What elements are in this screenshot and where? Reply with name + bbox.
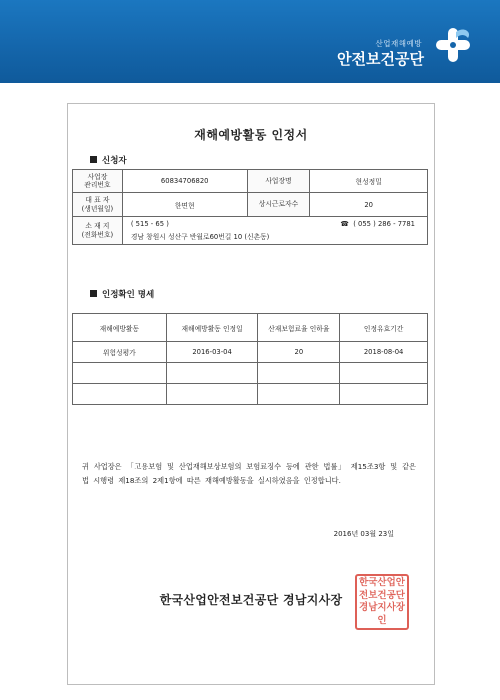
square-bullet-icon xyxy=(90,290,97,297)
address-cell xyxy=(122,217,427,245)
postcode: ( 515 - 65 ) xyxy=(130,219,169,228)
details-header-activity: 재해예방활동 xyxy=(73,314,167,342)
address-label: 소 재 지 (전화번호) xyxy=(73,217,123,245)
section-details-label: 인정확인 명세 xyxy=(102,290,155,300)
certification-statement: 귀 사업장은 「고용보험 및 산업재해보상보험의 보험료징수 등에 관한 법률」 제15조3항 및 같은 법 시행령 제18조의 2제1항에 따른 재해예방활동을 실시하였음을 인정합니다. xyxy=(82,462,416,486)
table-cell xyxy=(166,363,258,384)
table-cell: 위험성평가 xyxy=(73,342,167,363)
header-band xyxy=(0,0,500,83)
table-cell xyxy=(166,384,258,405)
table-cell: 2016-03-04 xyxy=(166,342,258,363)
telephone xyxy=(340,218,415,231)
details-header-date: 재해예방활동 인정일 xyxy=(166,314,258,342)
issuer-name: 한국산업안전보건공단 경남지사장 xyxy=(159,593,343,607)
telephone-number: ( 055 ) 286 - 7781 xyxy=(353,219,415,228)
org-name: 안전보건공단 xyxy=(337,50,424,68)
details-table xyxy=(72,313,428,405)
workers-value: 20 xyxy=(310,193,428,217)
section-applicant-heading xyxy=(90,154,127,166)
telephone-icon: ☎ xyxy=(340,219,349,228)
biz-reg-label: 사업장 관리번호 xyxy=(73,170,123,193)
table-cell xyxy=(258,384,340,405)
biz-reg-value: 60834706820 xyxy=(122,170,247,193)
address-value: 경남 창원시 성산구 반월로60번길 10 (신촌동) xyxy=(130,232,270,241)
table-row xyxy=(73,342,428,363)
applicant-table xyxy=(72,169,428,245)
table-cell xyxy=(73,363,167,384)
table-cell xyxy=(340,384,428,405)
section-applicant-label: 신청자 xyxy=(102,156,127,166)
issue-date: 2016년 03월 23일 xyxy=(333,530,394,538)
table-cell xyxy=(340,363,428,384)
details-header-rate: 산재보험료율 인하율 xyxy=(258,314,340,342)
certificate-page xyxy=(67,103,435,685)
table-cell xyxy=(258,363,340,384)
representative-label: 대 표 자 (생년월일) xyxy=(73,193,123,217)
representative-value: 한면현 xyxy=(122,193,247,217)
official-seal: 한국산업안 전보건공단 경남지사장인 xyxy=(355,574,409,630)
workers-label: 상시근로자수 xyxy=(247,193,310,217)
table-row xyxy=(73,384,428,405)
section-details-heading xyxy=(90,288,154,300)
table-cell xyxy=(73,384,167,405)
document-title: 재해예방활동 인정서 xyxy=(194,128,308,142)
table-row xyxy=(73,363,428,384)
biz-name-value: 현성정밀 xyxy=(310,170,428,193)
details-header-validity: 인정유효기간 xyxy=(340,314,428,342)
table-cell: 2018-08-04 xyxy=(340,342,428,363)
table-cell: 20 xyxy=(258,342,340,363)
cross-dove-icon xyxy=(432,24,474,66)
org-subtitle: 산업재해예방 xyxy=(375,39,422,48)
biz-name-label: 사업장명 xyxy=(247,170,310,193)
square-bullet-icon xyxy=(90,156,97,163)
